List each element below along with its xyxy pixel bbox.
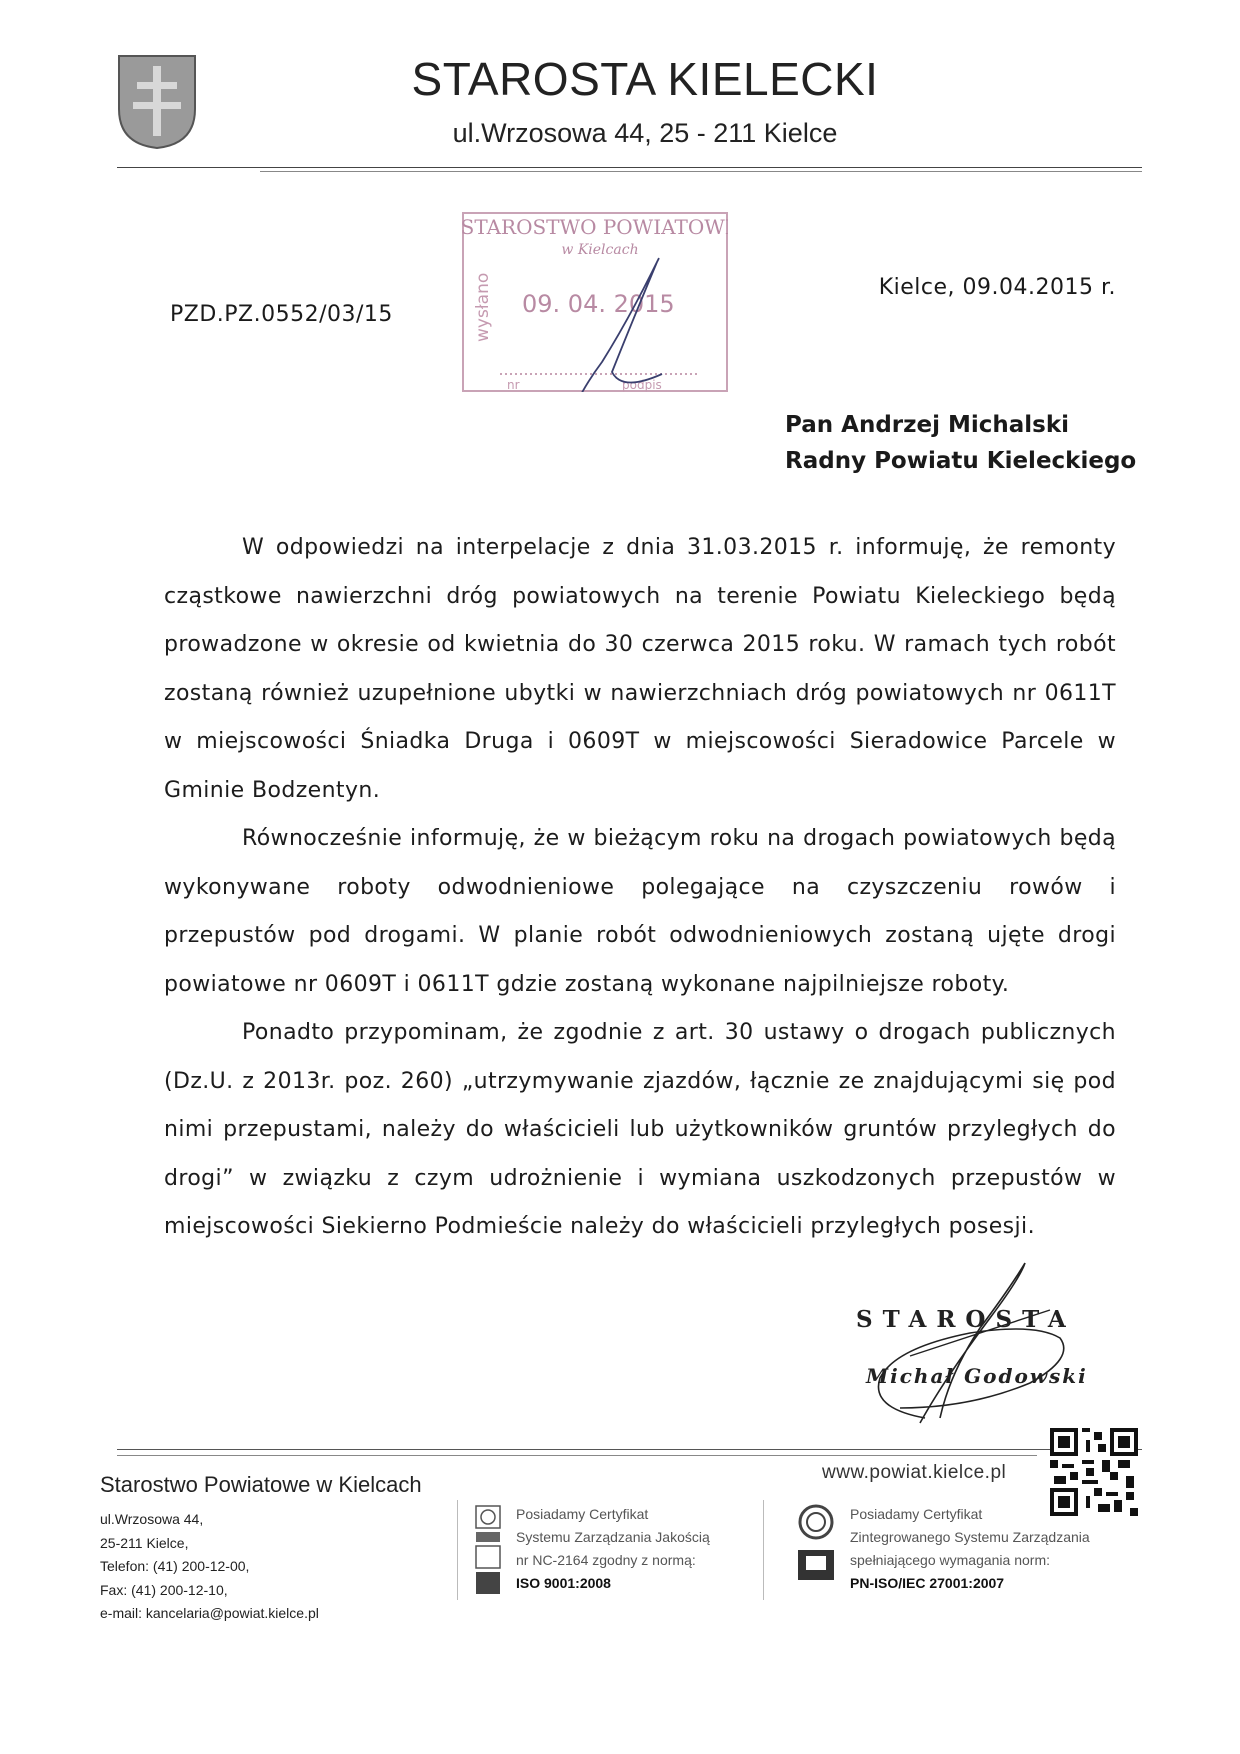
certificate-quality <box>516 1503 710 1595</box>
body-paragraph: Równocześnie informuję, że w bieżącym roku na drogach powiatowych będą wykonywane roboty odwodnieniowe polegające na czyszczeniu rowów i przepustów pod drogami. W planie robót odwodnieniowych zostaną ujęte drogi powiatowe nr 0609T i 0611T gdzie zostaną wykonane najpilniejsze roboty. <box>164 826 1116 997</box>
header-divider <box>117 167 1142 168</box>
body-paragraph: Ponadto przypominam, że zgodnie z art. 30 ustawy o drogach publicznych (Dz.U. z 2013r. poz. 260) „utrzymywanie zjazdów, łącznie ze znajdującymi się pod nimi przepustami, należy do właścicieli lub użytkowników gruntów przyległych do drogi” w związku z czym udrożnienie i wymiana uszkodzonych przepustów w miejscowości Siekierno Podmieście należy do właścicieli przyległych posesji. <box>164 1020 1116 1239</box>
cert2-standard: PN-ISO/IEC 27001:2007 <box>850 1575 1005 1591</box>
page-title: STAROSTA KIELECKI <box>411 53 879 105</box>
footer-column-divider <box>763 1500 764 1600</box>
recipient-block <box>785 407 1136 479</box>
cert2-line3: spełniającego wymagania norm: <box>850 1552 1050 1568</box>
cert2-line2: Zintegrowanego Systemu Zarządzania <box>850 1529 1090 1545</box>
certificate-integrated <box>850 1503 1090 1595</box>
contact-city: 25-211 Kielce, <box>100 1534 189 1551</box>
stamp-nr-label: nr <box>507 378 520 392</box>
footer-divider-thin <box>117 1455 1037 1456</box>
coat-of-arms-logo <box>117 54 197 150</box>
qs-certificate-icon <box>796 1504 836 1596</box>
footer-organization: Starostwo Powiatowe w Kielcach <box>100 1472 422 1497</box>
contact-email-link[interactable]: e-mail: kancelaria@powiat.kielce.pl <box>100 1605 319 1621</box>
cert1-line1: Posiadamy Certyfikat <box>516 1506 649 1522</box>
stamp-date: 09. 04. 2015 <box>522 290 675 318</box>
cert1-line2: Systemu Zarządzania Jakością <box>516 1529 710 1545</box>
header-divider-thin <box>260 171 1142 172</box>
letter-date: Kielce, 09.04.2015 r. <box>878 275 1116 300</box>
cert1-line3: nr NC-2164 zgodny z normą: <box>516 1552 696 1568</box>
letter-body <box>164 524 1116 1252</box>
footer-website-link[interactable]: www.powiat.kielce.pl <box>822 1462 1007 1483</box>
footer-contact <box>100 1508 319 1626</box>
header-address: ul.Wrzosowa 44, 25 - 211 Kielce <box>452 118 838 148</box>
contact-street: ul.Wrzosowa 44, <box>100 1511 204 1527</box>
signature-name: Michał Godowski <box>866 1364 1088 1388</box>
contact-phone: Telefon: (41) 200-12-00, <box>100 1558 250 1574</box>
received-stamp <box>462 212 728 392</box>
stamp-sent-label: wysłano <box>473 272 493 342</box>
contact-fax: Fax: (41) 200-12-10, <box>100 1581 228 1598</box>
cert1-standard: ISO 9001:2008 <box>516 1575 611 1591</box>
reference-number: PZD.PZ.0552/03/15 <box>170 302 393 327</box>
signature-title: STAROSTA <box>856 1306 1076 1333</box>
recipient-title: Radny Powiatu Kieleckiego <box>785 448 1137 474</box>
footer-column-divider <box>457 1500 458 1600</box>
stamp-office: STAROSTWO POWIATOWE <box>462 215 728 239</box>
recipient-name: Pan Andrzej Michalski <box>785 412 1070 438</box>
pca-certificate-icon <box>474 1504 502 1596</box>
body-paragraph: W odpowiedzi na interpelacje z dnia 31.03.2015 r. informuję, że remonty cząstkowe nawierzchni dróg powiatowych na terenie Powiatu Kieleckiego będą prowadzone w okresie od kwietnia do 30 czerwca 2015 roku. W ramach tych robót zostaną również uzupełnione ubytki w nawierzchniach dróg powiatowych nr 0611T w miejscowości Śniadka Druga i 0609T w miejscowości Sieradowice Parcele w Gminie Bodzentyn. <box>164 535 1116 803</box>
stamp-city: w Kielcach <box>561 242 639 258</box>
stamp-sign-label: podpis <box>622 378 662 392</box>
handwritten-signature <box>850 1258 1080 1438</box>
stamp-handwritten-signature <box>562 259 662 392</box>
cert2-line1: Posiadamy Certyfikat <box>850 1506 983 1522</box>
footer-divider <box>117 1449 1142 1450</box>
